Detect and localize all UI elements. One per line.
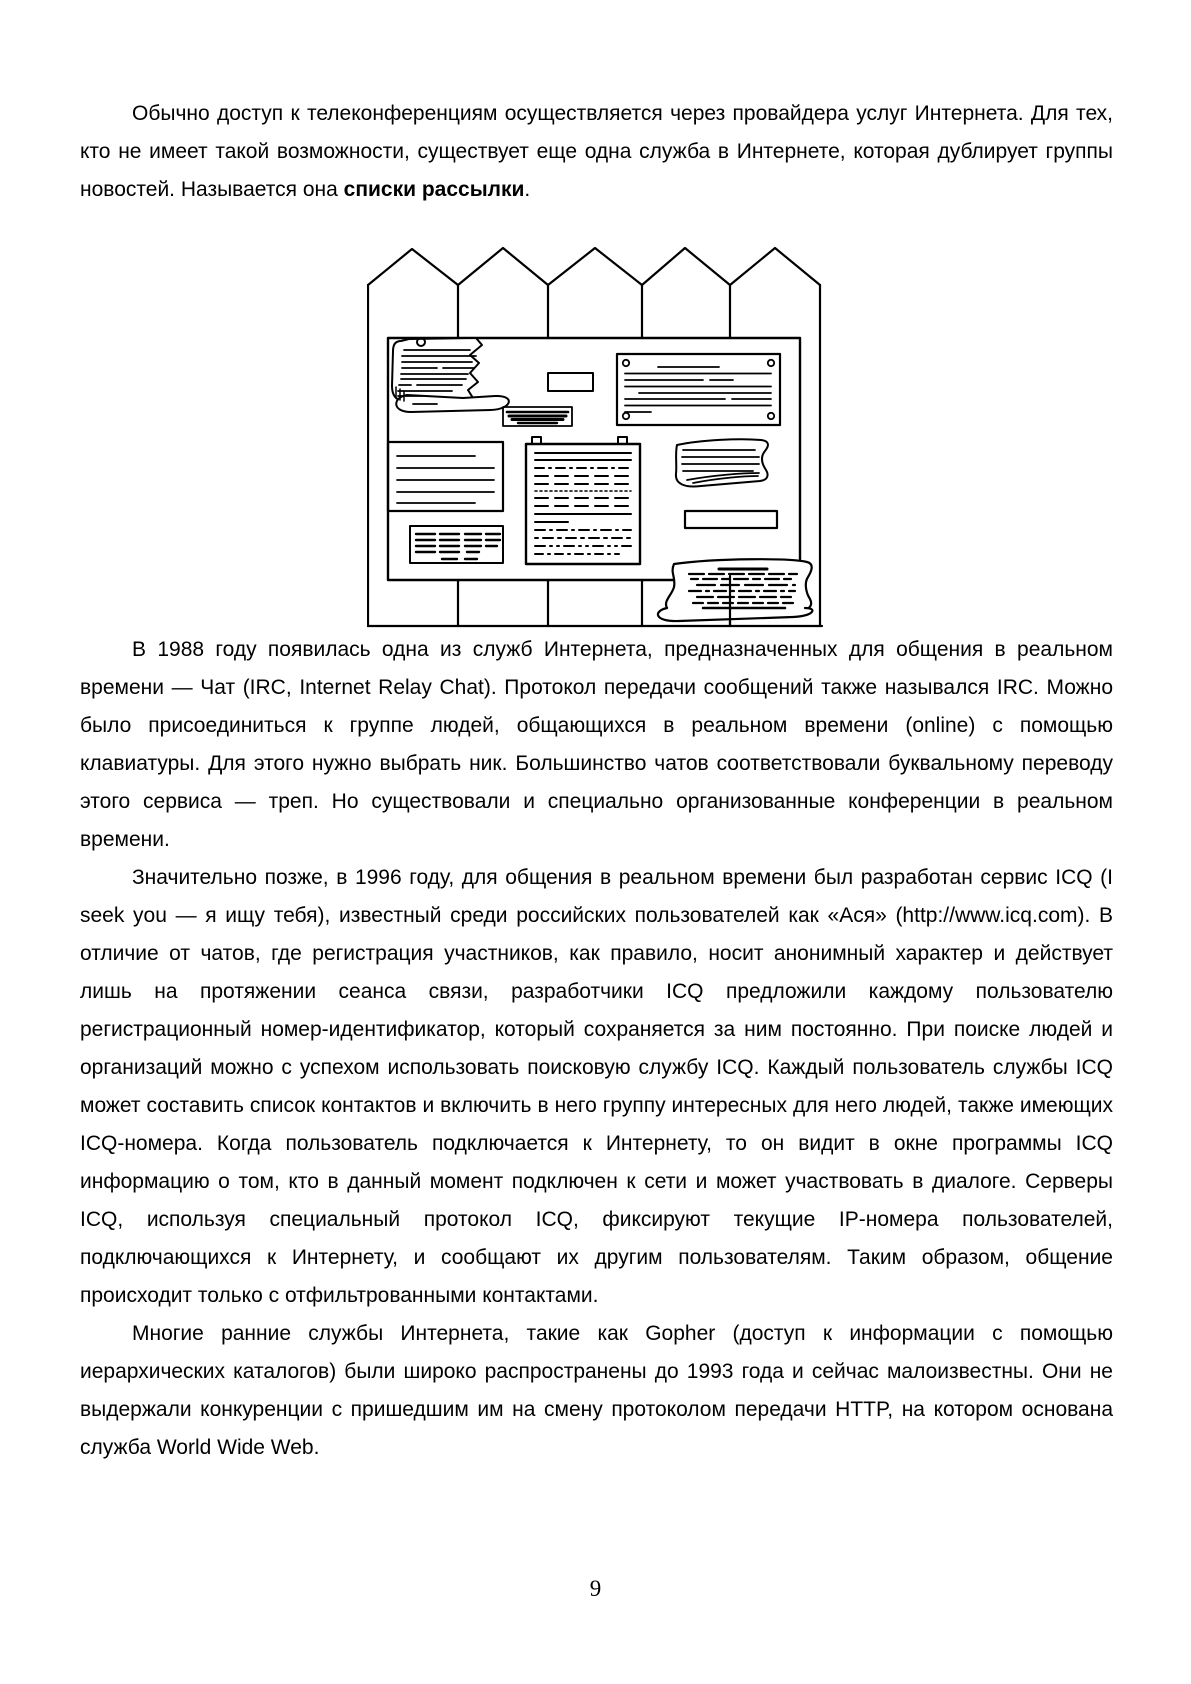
- page-number: 9: [589, 1576, 602, 1601]
- paragraph-mailing-lists: Обычно доступ к телеконференциям осуществляется через провайдера услуг Интернета. Для тех, кто не имеет такой возможности, существует еще одна служба в Интернете, которая дублирует группы новостей. Называется она списки рассылки.: [80, 102, 1113, 201]
- paragraph-gopher: Многие ранние службы Интернета, такие как Gopher (доступ к информации с помощью иерархических каталогов) были широко распространены до 1993 года и сейчас малоизвестны. Они не выдержали конкуренции с пришедшим им на смену протоколом передачи HTTP, на котором основана служба World Wide Web.: [80, 1322, 1113, 1459]
- bulletin-board-illustration: [367, 246, 825, 629]
- paragraph-icq: Значительно позже, в 1996 году, для общения в реальном времени был разработан сервис ICQ (I seek you — я ищу тебя), известный среди российских пользователей как «Ася» (http://www.icq.com). В отличие от чатов, где регистрация участников, как правило, носит анонимный характер и действует лишь на протяжении сеанса связи, разработчики ICQ предложили каждому пользователю регистрационный номер-идентификатор, который сохраняется за ним постоянно. При поиске людей и организаций можно с успехом использовать поисковую службу ICQ. Каждый пользователь службы ICQ может составить список контактов и включить в него группу интересных для него людей, также имеющих ICQ-номера. Когда пользователь подключается к Интернету, то он видит в окне программы ICQ информацию о том, кто в данный момент подключен к сети и может участвовать в диалоге. Серверы ICQ, используя специальный протокол ICQ, фиксируют текущие IP-номера пользователей, подключающихся к Интернету, и сообщают их другим пользователям. Таким образом, общение происходит только с отфильтрованными контактами.: [80, 866, 1113, 1307]
- bulletin-board-fence-svg: [367, 246, 825, 629]
- paragraph-irc-chat: В 1988 году появилась одна из служб Интернета, предназначенных для общения в реальном времени — Чат (IRC, Internet Relay Chat). Протокол передачи сообщений также назывался IRC. Можно было присоединиться к группе людей, общающихся в реальном времени (online) с помощью клавиатуры. Для этого нужно выбрать ник. Большинство чатов соответствовали буквальному переводу этого сервиса — треп. Но существовали и специально организованные конференции в реальном времени.: [80, 638, 1113, 851]
- scroll-bottom-right: [658, 559, 812, 621]
- sheet-center: [526, 437, 640, 564]
- note-curled-right: [676, 439, 768, 486]
